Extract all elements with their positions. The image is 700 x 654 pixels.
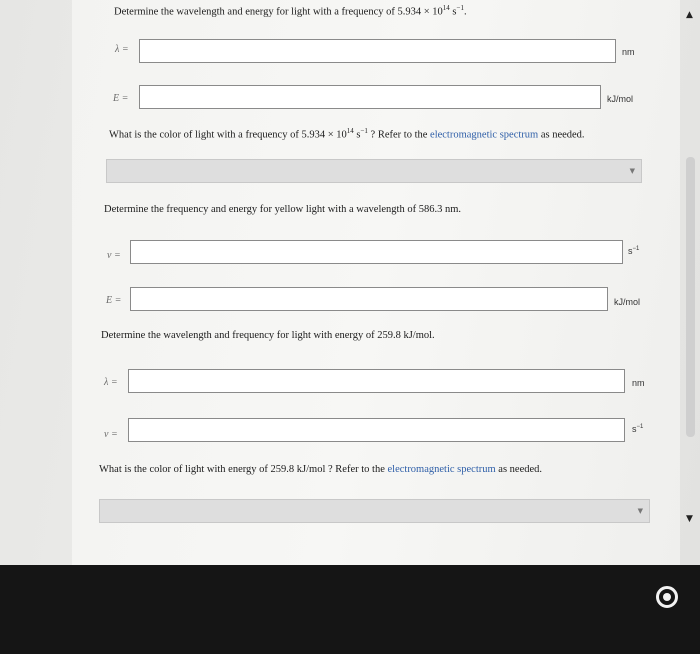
q1-energy-label: E =: [113, 93, 129, 104]
q4-nu-label: ν =: [104, 429, 118, 440]
q4-frequency-unit: [632, 424, 643, 434]
q4-lambda-label: λ =: [104, 377, 118, 388]
q2-prompt-end: as needed.: [538, 129, 585, 141]
scroll-up-arrow-icon[interactable]: ▲: [686, 10, 693, 20]
q1-lambda-unit: nm: [622, 47, 635, 57]
q2-prompt-unit: s: [353, 129, 361, 141]
q2-prompt-refer: ? Refer to the: [367, 129, 431, 141]
q3-frequency-unit-exponent: −1: [632, 246, 640, 252]
q4-lambda-unit: nm: [632, 378, 645, 388]
q2-prompt-text: What is the color of light with a frequency of 5.934 × 10: [109, 129, 347, 141]
q3-prompt: Determine the frequency and energy for yellow light with a wavelength of 586.3 nm.: [104, 204, 461, 215]
q1-energy-unit: kJ/mol: [607, 94, 634, 104]
q1-prompt-text: Determine the wavelength and energy for light with a frequency of 5.934 × 10: [114, 6, 443, 18]
q3-frequency-input[interactable]: [130, 240, 623, 264]
dropdown-caret-icon: ▼: [629, 167, 635, 175]
circle-target-icon[interactable]: [656, 586, 678, 608]
question-panel: [72, 0, 680, 565]
q3-energy-input[interactable]: [130, 287, 608, 311]
q3-nu-label: ν =: [107, 250, 121, 261]
q3-energy-label: E =: [106, 295, 122, 306]
q5-prompt-text: What is the color of light with energy of 259.8 kJ/mol ? Refer to the: [99, 464, 388, 475]
q5-prompt-end: as needed.: [495, 464, 543, 475]
q4-frequency-unit-exponent: −1: [636, 424, 644, 430]
q5-color-dropdown[interactable]: [99, 499, 650, 523]
q1-energy-input[interactable]: [139, 85, 601, 109]
q3-frequency-unit: [628, 246, 639, 256]
q1-lambda-label: λ =: [115, 44, 129, 55]
q2-prompt-exponent: 14: [346, 127, 354, 135]
q1-prompt: [114, 4, 467, 18]
q1-prompt-unit-exponent: −1: [456, 4, 464, 12]
q3-frequency-unit-base: s: [628, 246, 633, 256]
dropdown-caret-icon: ▼: [637, 507, 643, 515]
vertical-scrollbar[interactable]: [682, 0, 700, 565]
scroll-down-arrow-icon[interactable]: ▼: [686, 514, 693, 524]
q5-prompt: [99, 464, 542, 475]
scrollbar-thumb[interactable]: [686, 157, 695, 437]
q4-frequency-input[interactable]: [128, 418, 625, 442]
q2-prompt: [109, 127, 585, 141]
q2-color-dropdown[interactable]: [106, 159, 642, 183]
q2-prompt-unit-exponent: −1: [360, 127, 368, 135]
q3-energy-unit: kJ/mol: [614, 297, 641, 307]
q1-prompt-exponent: 14: [442, 4, 450, 12]
q2-spectrum-link[interactable]: electromagnetic spectrum: [430, 129, 539, 141]
q4-frequency-unit-base: s: [632, 424, 637, 434]
q1-lambda-input[interactable]: [139, 39, 616, 63]
q4-lambda-input[interactable]: [128, 369, 625, 393]
q4-prompt: Determine the wavelength and frequency for light with energy of 259.8 kJ/mol.: [101, 330, 435, 341]
q1-prompt-unit: s: [449, 6, 457, 18]
q1-prompt-end: .: [463, 6, 467, 18]
q5-spectrum-link[interactable]: electromagnetic spectrum: [387, 464, 496, 475]
